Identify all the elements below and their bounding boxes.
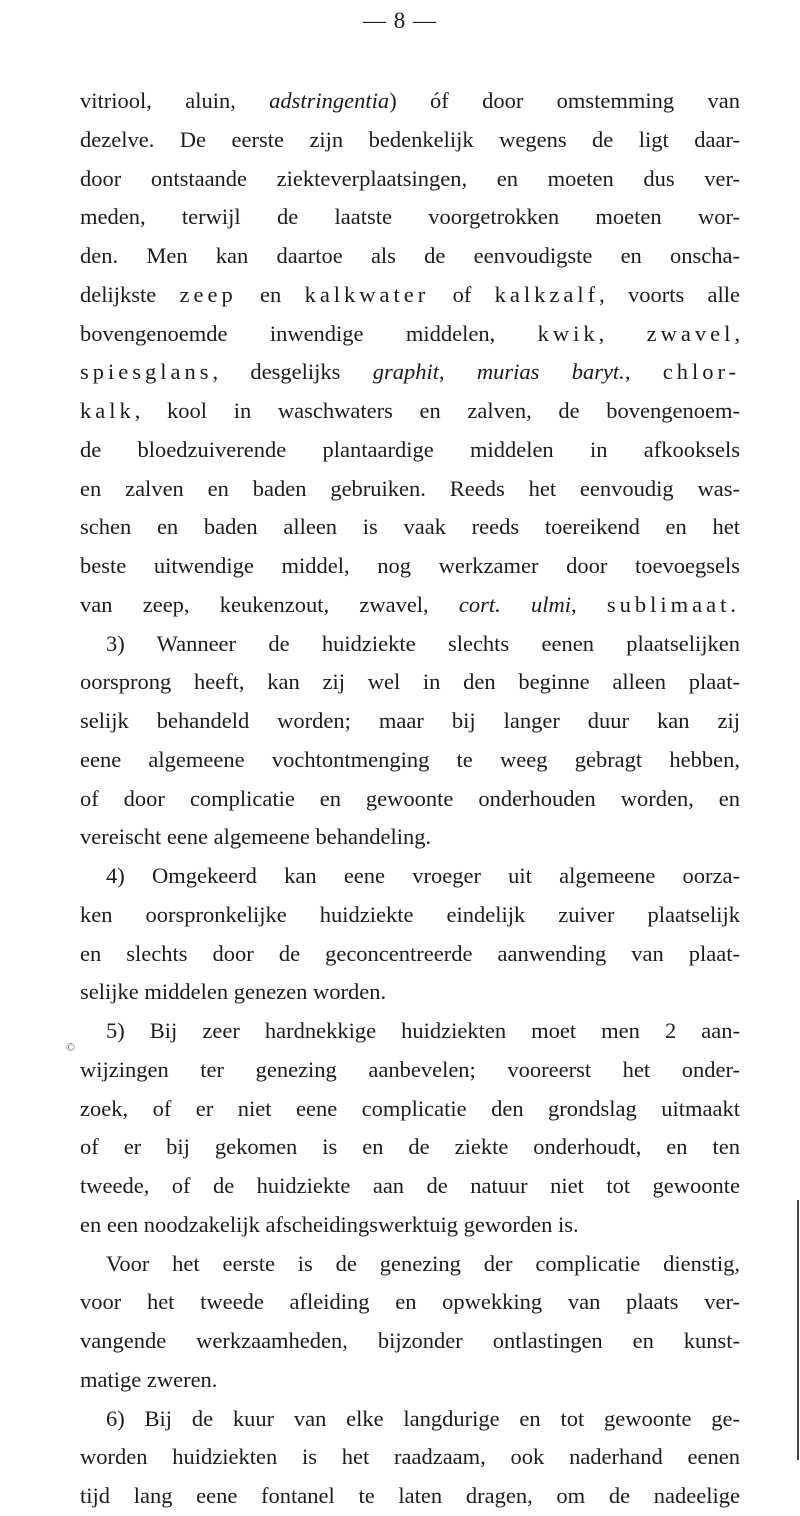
text-segment: , xyxy=(598,320,647,346)
italic-text: adstringentia xyxy=(269,88,390,113)
text-segment: van zeep, keukenzout, zwavel, xyxy=(80,591,459,617)
text-line xyxy=(80,663,740,702)
text-segment: , desgelijks xyxy=(212,359,373,385)
text-line xyxy=(80,741,740,780)
spaced-text: kalk xyxy=(80,398,135,423)
text-segment: , voorts alle xyxy=(599,281,741,307)
text-segment: of er bij gekomen is en de ziekte onderhoudt, en ten xyxy=(80,1134,740,1160)
text-line xyxy=(80,973,740,1012)
text-segment: 3) Wanneer de huidziekte slechts eenen plaatselijken xyxy=(106,630,740,656)
text-line xyxy=(80,780,740,819)
text-segment: de bloedzuiverende plantaardige middelen in afkooksels xyxy=(80,436,740,462)
spaced-text: zeep xyxy=(179,281,237,307)
text-line xyxy=(80,1167,740,1206)
text-segment: , kool in waschwaters en zalven, de bovengenoem- xyxy=(134,398,740,423)
text-segment: 5) Bij zeer hardnekkige huidziekten moet men 2 aan- xyxy=(106,1018,740,1043)
text-line xyxy=(80,896,740,935)
page-number-header: — 8 — xyxy=(363,8,437,33)
spaced-text: kalkwater xyxy=(304,281,430,307)
text-line xyxy=(80,237,740,276)
text-segment: beste uitwendige middel, nog werkzamer door toevoegsels xyxy=(80,553,740,578)
text-segment: , xyxy=(734,320,740,346)
spaced-text: kwik xyxy=(537,320,599,346)
page-edge-line xyxy=(797,1200,799,1460)
text-segment: vangende werkzaamheden, bijzonder ontlastingen en kunst- xyxy=(80,1328,740,1353)
text-segment: eene algemeene vochtontmenging te weeg gebragt hebben, xyxy=(80,746,740,772)
text-line xyxy=(80,1012,740,1051)
text-segment: , xyxy=(571,591,607,617)
text-segment: voor het tweede afleiding en opwekking van plaats ver- xyxy=(80,1289,740,1315)
text-line xyxy=(80,121,740,160)
body-text xyxy=(80,82,740,1516)
text-line xyxy=(80,82,740,121)
text-segment: selijk behandeld worden; maar bij langer duur kan zij xyxy=(80,708,740,733)
text-line xyxy=(80,586,740,625)
text-line xyxy=(80,702,740,741)
text-segment: delijkste xyxy=(80,281,180,307)
margin-mark: © xyxy=(66,1040,76,1054)
text-segment: tijd lang eene fontanel te laten dragen, om de nadeelige xyxy=(80,1483,740,1508)
text-segment: selijke middelen genezen worden. xyxy=(80,979,387,1005)
text-line xyxy=(80,1400,740,1439)
text-line xyxy=(80,160,740,199)
text-segment: Voor het eerste is de genezing der complicatie dienstig, xyxy=(106,1250,740,1276)
text-segment: en een noodzakelijk afscheidingswerktuig geworden is. xyxy=(80,1211,579,1237)
text-segment: , xyxy=(624,359,663,385)
text-segment: tweede, of de huidziekte aan de natuur niet tot gewoonte xyxy=(80,1173,740,1198)
text-segment: door ontstaande ziekteverplaatsingen, en moeten dus ver- xyxy=(80,165,740,191)
text-segment: schen en baden alleen is vaak reeds toereikend en het xyxy=(80,514,740,540)
text-line xyxy=(80,1245,740,1284)
text-line xyxy=(80,392,740,431)
text-line xyxy=(80,935,740,974)
text-segment: 6) Bij de kuur van elke langdurige en tot gewoonte ge- xyxy=(106,1405,740,1431)
text-segment: worden huidziekten is het raadzaam, ook naderhand eenen xyxy=(80,1444,740,1470)
text-line xyxy=(80,1128,740,1167)
text-line xyxy=(80,431,740,470)
text-segment: oorsprong heeft, kan zij wel in den beginne alleen plaat- xyxy=(80,669,740,695)
text-segment: zoek, of er niet eene complicatie den grondslag uitmaakt xyxy=(80,1095,740,1121)
text-segment: den. Men kan daartoe als de eenvoudigste en onscha- xyxy=(80,243,740,268)
text-line xyxy=(80,508,740,547)
italic-text: murias baryt. xyxy=(476,359,625,385)
text-segment: ) óf door omstemming van xyxy=(389,88,740,113)
text-line xyxy=(80,1361,740,1400)
spaced-text: zwavel xyxy=(646,320,735,346)
text-line xyxy=(80,353,740,392)
italic-text: graphit xyxy=(372,359,439,385)
text-line xyxy=(80,818,740,857)
italic-text: cort. ulmi xyxy=(458,591,572,617)
text-line xyxy=(80,1206,740,1245)
text-segment: of xyxy=(429,281,495,307)
text-segment: dezelve. De eerste zijn bedenkelijk wegens de ligt daar- xyxy=(80,126,740,152)
text-segment: vitriool, aluin, xyxy=(80,88,270,113)
text-line xyxy=(80,276,740,315)
text-segment: 4) Omgekeerd kan eene vroeger uit algemeene oorza- xyxy=(106,863,740,888)
spaced-text: kalkzalf xyxy=(494,281,600,307)
text-segment: en slechts door de geconcentreerde aanwending van plaat- xyxy=(80,940,740,966)
text-line xyxy=(80,315,740,354)
spaced-text: chlor- xyxy=(662,359,741,385)
text-line xyxy=(80,857,740,896)
text-segment: meden, terwijl de laatste voorgetrokken moeten wor- xyxy=(80,204,740,230)
text-line xyxy=(80,198,740,237)
text-line xyxy=(80,1090,740,1129)
text-line xyxy=(80,1283,740,1322)
text-segment: vereischt eene algemeene behandeling. xyxy=(80,824,432,850)
text-line xyxy=(80,547,740,586)
text-line xyxy=(80,1322,740,1361)
text-segment: , xyxy=(438,359,477,385)
text-line xyxy=(80,470,740,509)
text-segment: wijzingen ter genezing aanbevelen; vooreerst het onder- xyxy=(80,1056,740,1082)
text-line xyxy=(80,1477,740,1516)
text-segment: matige zweren. xyxy=(80,1366,218,1392)
text-line xyxy=(80,1051,740,1090)
spaced-text: sublimaat. xyxy=(606,591,740,617)
text-segment: en xyxy=(236,281,305,307)
text-segment: ken oorspronkelijke huidziekte eindelijk zuiver plaatselijk xyxy=(80,901,740,927)
text-line xyxy=(80,625,740,664)
text-segment: bovengenoemde inwendige middelen, xyxy=(80,320,538,346)
spaced-text: spiesglans xyxy=(80,359,213,385)
text-segment: en zalven en baden gebruiken. Reeds het eenvoudig was- xyxy=(80,475,740,501)
text-segment: of door complicatie en gewoonte onderhouden worden, en xyxy=(80,785,740,811)
text-line xyxy=(80,1438,740,1477)
